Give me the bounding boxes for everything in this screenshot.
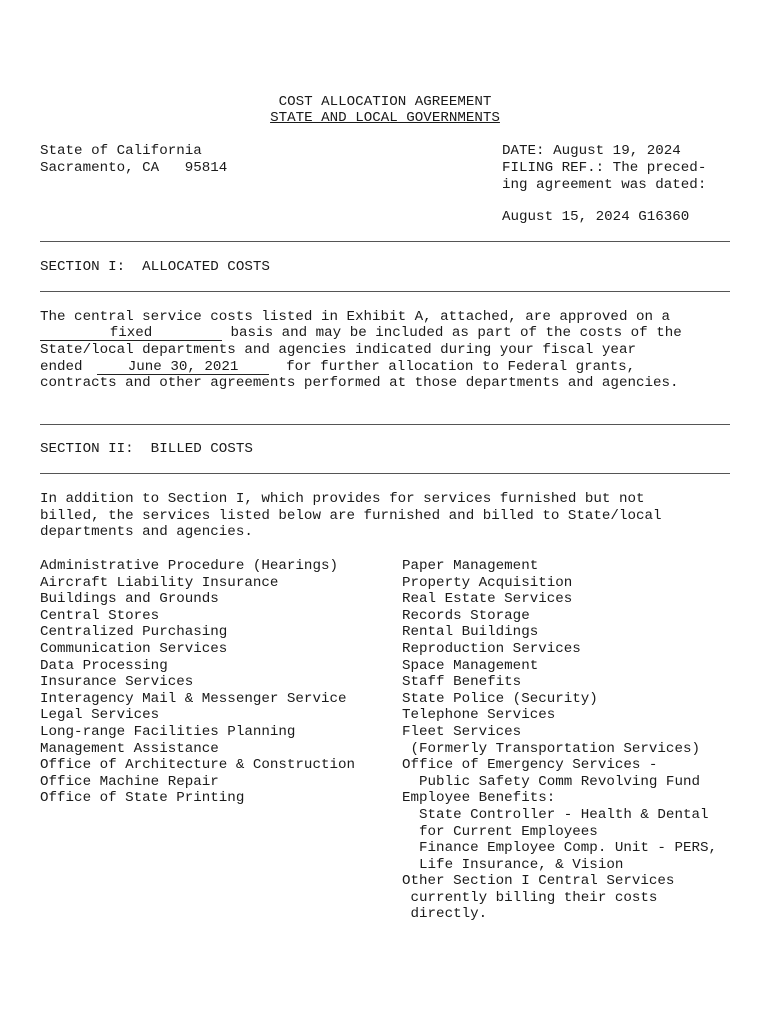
list-item: Fleet Services — [402, 723, 522, 740]
basis-type-field: fixed — [40, 326, 222, 341]
list-item: Records Storage — [402, 607, 530, 624]
section-1-paragraph-line-3: State/local departments and agencies indicated during your fiscal year — [40, 342, 636, 358]
list-item: Office Machine Repair — [40, 773, 219, 790]
list-item: Other Section I Central Services — [402, 873, 675, 890]
document-title: COST ALLOCATION AGREEMENT — [278, 94, 492, 110]
list-item: currently billing their costs — [402, 889, 658, 906]
fiscal-year-end-field: June 30, 2021 — [97, 360, 269, 375]
document-subtitle: STATE AND LOCAL GOVERNMENTS — [270, 110, 500, 126]
list-item: Property Acquisition — [402, 574, 573, 591]
list-item: Telephone Services — [402, 707, 556, 724]
list-item: Data Processing — [40, 657, 168, 674]
list-item: Communication Services — [40, 640, 228, 657]
list-item: Public Safety Comm Revolving Fund — [402, 773, 700, 790]
list-item: (Formerly Transportation Services) — [402, 740, 700, 757]
list-item: Employee Benefits: — [402, 790, 556, 807]
list-item: Real Estate Services — [402, 591, 573, 608]
section-1-paragraph-line-2: fixed basis and may be included as part of the costs of the — [40, 325, 682, 342]
section-2-paragraph-line-1: In addition to Section I, which provides for services furnished but not — [40, 491, 645, 507]
list-item: Office of Emergency Services - — [402, 757, 658, 774]
list-item: Paper Management — [402, 558, 539, 574]
prior-agreement-date: August 15, 2024 G16360 — [502, 209, 690, 225]
filing-ref-line-2: ing agreement was dated: — [502, 177, 707, 193]
list-item: for Current Employees — [402, 823, 598, 840]
list-item: State Controller - Health & Dental — [402, 806, 709, 823]
list-item: Staff Benefits — [402, 674, 522, 691]
list-item: State Police (Security) — [402, 690, 598, 707]
list-item: Rental Buildings — [402, 624, 539, 641]
agreement-date: DATE: August 19, 2024 — [502, 143, 681, 159]
address-line-2: Sacramento, CA 95814 — [40, 160, 228, 176]
list-item: Interagency Mail & Messenger Service — [40, 690, 347, 707]
divider — [40, 473, 730, 474]
section-1-paragraph-line-1: The central service costs listed in Exhibit A, attached, are approved on a — [40, 309, 671, 325]
list-item: Management Assistance — [40, 740, 219, 757]
section-2-heading: SECTION II: BILLED COSTS — [40, 441, 253, 457]
billed-services-left-column — [40, 558, 355, 807]
list-item: Aircraft Liability Insurance — [40, 574, 279, 591]
divider — [40, 241, 730, 242]
divider — [40, 291, 730, 292]
list-item: Legal Services — [40, 707, 160, 724]
list-item: Reproduction Services — [402, 640, 581, 657]
divider — [40, 424, 730, 425]
list-item: Office of Architecture & Construction — [40, 757, 356, 774]
list-item: Long-range Facilities Planning — [40, 723, 296, 740]
filing-ref-line-1: FILING REF.: The preced- — [502, 160, 707, 176]
list-item: directly. — [402, 906, 488, 923]
list-item: Administrative Procedure (Hearings) — [40, 558, 338, 574]
list-item: Finance Employee Comp. Unit - PERS, — [402, 840, 718, 857]
billed-services-right-column — [402, 558, 717, 923]
list-item: Central Stores — [40, 607, 160, 624]
list-item: Life Insurance, & Vision — [402, 856, 624, 873]
list-item: Centralized Purchasing — [40, 624, 228, 641]
list-item: Space Management — [402, 657, 539, 674]
section-1-heading: SECTION I: ALLOCATED COSTS — [40, 259, 270, 275]
section-1-paragraph-line-4: ended June 30, 2021 for further allocation to Federal grants, — [40, 359, 636, 375]
list-item: Office of State Printing — [40, 790, 245, 807]
list-item: Insurance Services — [40, 674, 194, 691]
section-2-paragraph-line-3: departments and agencies. — [40, 524, 253, 540]
section-1-paragraph-line-5: contracts and other agreements performed at those departments and agencies. — [40, 375, 679, 391]
section-2-paragraph-line-2: billed, the services listed below are furnished and billed to State/local — [40, 508, 662, 524]
address-line-1: State of California — [40, 143, 202, 159]
list-item: Buildings and Grounds — [40, 591, 219, 608]
